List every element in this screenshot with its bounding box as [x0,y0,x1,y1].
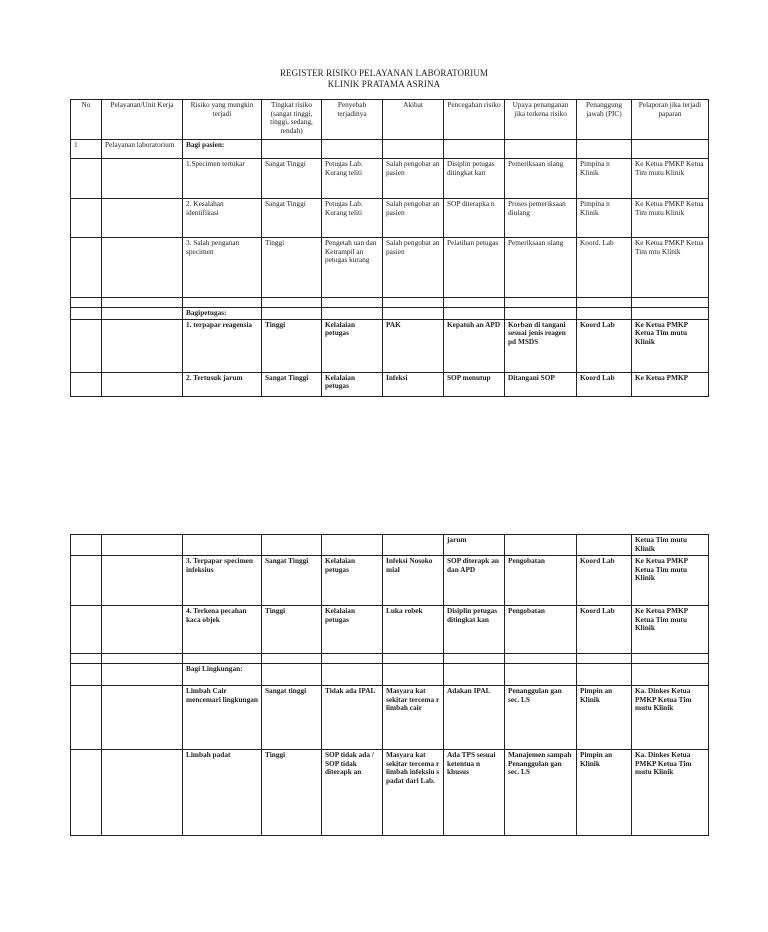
handling-cell: Pemeriksaan ulang [505,238,577,298]
pic-cell: Pimpin an Klinik [577,750,632,836]
level-cell: Sangat tinggi [262,686,322,750]
report-cell: Ka. Dinkes Ketua PMKP Ketua Tim mutu Klinik [632,750,709,836]
level-cell: Tinggi [262,606,322,654]
report-cell: Ketua Tim mutu Klinik [632,535,709,556]
effect-cell: Masyara kat sekitar tercema r limbah cair [383,686,444,750]
effect-cell: Salah pengobat an pasien [383,238,444,298]
cause-cell: Kelalaian petugas [322,372,383,396]
cause-cell: Kelalaian petugas [322,606,383,654]
report-cell: Ka. Dinkes Ketua PMKP Ketua Tim mutu Klinik [632,686,709,750]
risk-cell: 1.Specimen tertukar [183,159,262,199]
header-no: No [71,100,102,140]
cause-cell: Petugas Lab. Kurang teliti [322,199,383,238]
report-cell: Ke Ketua PMKP Ketua Tim mutu Klinik [632,556,709,606]
effect-cell: Salah pengobat an pasien [383,199,444,238]
risk-cell: 1. terpapar reagensia [183,319,262,372]
pic-cell: Koord. Lab [577,238,632,298]
prevention-cell: Ada TPS sesuai ketentua n khusus [444,750,505,836]
pic-cell: Pimpina n Klinik [577,199,632,238]
header-unit: Pelayanan/Unit Kerja [102,100,183,140]
spacer-row [71,298,709,308]
handling-cell: Ditangani SOP [505,372,577,396]
header-prevention: Pencegahan risiko [444,100,505,140]
pic-cell: Koord Lab [577,606,632,654]
header-cause: Penyebab terjadinya [322,100,383,140]
effect-cell: Salah pengobat an pasien [383,159,444,199]
risk-cell: Limbah padat [183,750,262,836]
cause-cell: SOP tidak ada / SOP tidak diterapk an [322,750,383,836]
pic-cell: Koord Lab [577,556,632,606]
header-report: Pelaporan jika terjadi paparan [632,100,709,140]
table-row [71,199,709,238]
risk-register-table [70,99,709,397]
risk-cell: 2. Kesalahan identifikasi [183,199,262,238]
pic-cell: Koord Lab [577,319,632,372]
level-cell: Tinggi [262,238,322,298]
report-cell: Ke Ketua PMKP Ketua Tim mutu Klinik [632,319,709,372]
carry-over-row [71,535,709,556]
prevention-cell: SOP diterapka n [444,199,505,238]
table-row [71,159,709,199]
risk-cell: 3. Terpapar specimen infeksius [183,556,262,606]
table-row [71,750,709,836]
cause-cell: Kelalaian petugas [322,319,383,372]
report-cell: Ke Ketua PMKP Ketua Tim mutu Klinik [632,159,709,199]
prevention-cell: Disiplin petugas ditingkat kan [444,159,505,199]
document-subtitle: KLINIK PRATAMA ASRINA [327,79,441,89]
effect-cell: Infeksi Nosoko mial [383,556,444,606]
prevention-cell: Kepatuh an APD [444,319,505,372]
table-row [71,238,709,298]
risk-cell: 4. Terkena pecahan kaca objek [183,606,262,654]
effect-cell: Luka robek [383,606,444,654]
level-cell: Tinggi [262,319,322,372]
handling-cell: Penanggulan gan sec. LS [505,686,577,750]
table-row [71,372,709,396]
table-row [71,606,709,654]
report-cell: Ke Ketua PMKP [632,372,709,396]
prevention-cell: SOP diterapk an dan APD [444,556,505,606]
effect-cell: PAK [383,319,444,372]
group-label-environment: Bagi Lingkungan: [183,664,262,686]
cause-cell: Petugas Lab. Kurang teliti [322,159,383,199]
level-cell: Sangat Tinggi [262,556,322,606]
risk-cell: 3. Salah penganan specimen [183,238,262,298]
unit-name: Pelayanan laboratorium [102,140,183,159]
prevention-cell: Pelatihan petugas [444,238,505,298]
group-label-staff: Bagipetugas: [183,308,262,320]
prevention-cell: Disiplin petugas ditingkat kan [444,606,505,654]
handling-cell: Manajemen sampah Penanggulan gan sec. LS [505,750,577,836]
risk-register-table-continued [70,534,709,836]
cause-cell: Kelalaian petugas [322,556,383,606]
cause-cell: Tidak ada IPAL [322,686,383,750]
table-row [71,319,709,372]
cause-cell: Pengetah uan dan Ketrampil an petugas kurang [322,238,383,298]
report-cell: Ke Ketua PMKP Ketua Tim mutu Klinik [632,606,709,654]
group-label-patient: Bagi pasien: [183,140,262,159]
level-cell: Sangat Tinggi [262,159,322,199]
effect-cell: Infeksi [383,372,444,396]
table-row [71,686,709,750]
risk-cell: Limbah Cair mencemari lingkungan [183,686,262,750]
pic-cell: Pimpin an Klinik [577,686,632,750]
header-effect: Akibat [383,100,444,140]
spacer-row [71,654,709,664]
prevention-cell: Adakan IPAL [444,686,505,750]
group-row [71,664,709,686]
row-number: 1 [71,140,102,159]
level-cell: Sangat Tinggi [262,372,322,396]
handling-cell: Proses pemeriksaan diulang [505,199,577,238]
pic-cell: Koord Lab [577,372,632,396]
table-header-row [71,100,709,140]
header-pic: Penanggung jawab (PIC) [577,100,632,140]
risk-cell: 2. Tertusuk jarum [183,372,262,396]
handling-cell: Pemeriksaan ulang [505,159,577,199]
unit-row [71,140,709,159]
prevention-cell: jarum [444,535,505,556]
group-row [71,308,709,320]
prevention-cell: SOP menutup [444,372,505,396]
handling-cell: Pengobatan [505,606,577,654]
pic-cell: Pimpina n Klinik [577,159,632,199]
handling-cell: Korban di tangani sesuai jenis reagen pd MSDS [505,319,577,372]
level-cell: Tinggi [262,750,322,836]
report-cell: Ke Ketua PMKP Ketua Tim mutu Klinik [632,199,709,238]
handling-cell: Pengobatan [505,556,577,606]
effect-cell: Masyara kat sekitar tercema r limbah infeksiu s padat dari Lab. [383,750,444,836]
report-cell: Ke Ketua PMKP Ketua Tim mtu Klinik [632,238,709,298]
header-level: Tingkat risiko (sangat tinggi, tinggi, sedang, rendah) [262,100,322,140]
level-cell: Sangat Tinggi [262,199,322,238]
table-row [71,556,709,606]
header-handling: Upaya penanganan jika terkena risiko [505,100,577,140]
header-risk: Risiko yang mungkin terjadi [183,100,262,140]
document-title: REGISTER RISIKO PELAYANAN LABORATORIUM [279,68,489,78]
